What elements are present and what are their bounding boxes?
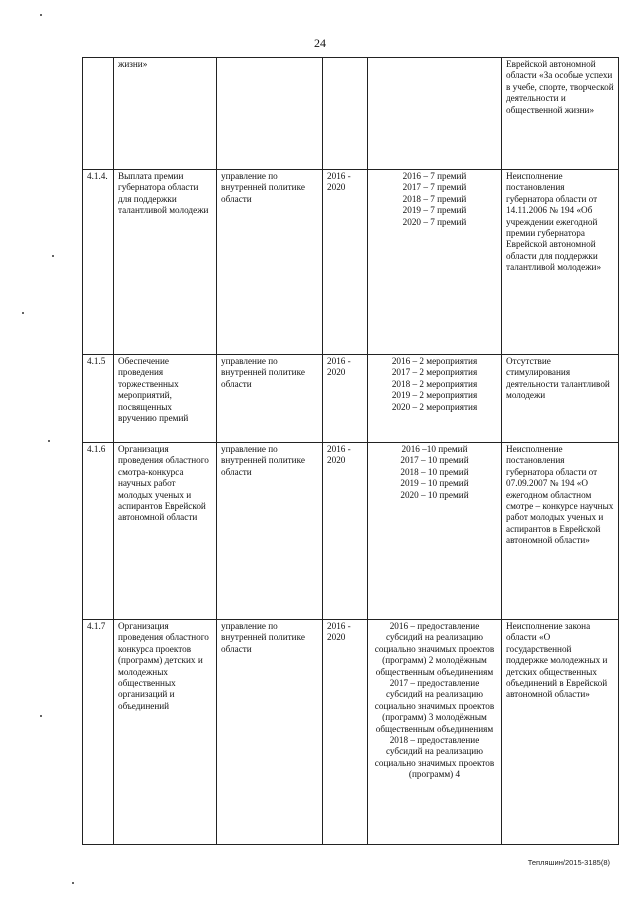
result-line: 2017 – 10 премий	[400, 455, 469, 466]
scan-speck	[40, 715, 42, 717]
result-line: 2019 – 2 мероприятия	[391, 390, 478, 401]
executor-cell	[217, 58, 323, 170]
scan-speck	[72, 882, 74, 884]
result-line: 2020 – 7 премий	[402, 216, 467, 227]
scan-speck	[22, 312, 24, 314]
consequence-cell: Неисполнение закона области «О государственной поддержке молодежных и детских общественных объединений в Еврейской автономной области»	[502, 620, 619, 845]
measure-name-cell: Обеспечение проведения торжественных мероприятий, посвященных вручению премий	[114, 355, 217, 443]
row-number-cell	[83, 58, 114, 170]
period-cell	[323, 58, 368, 170]
measure-name-cell: жизни»	[114, 58, 217, 170]
table-row	[83, 58, 619, 170]
measure-name-cell: Выплата премии губернатора области для поддержки талантливой молодежи	[114, 170, 217, 355]
scan-speck	[48, 440, 50, 442]
result-line: 2019 – 7 премий	[402, 205, 467, 216]
document-registration-code: Тепляшин/2015-3185(8)	[527, 858, 610, 867]
period-cell: 2016 - 2020	[323, 443, 368, 620]
row-number-cell: 4.1.4.	[83, 170, 114, 355]
measure-name-cell: Организация проведения областного смотра-конкурса научных работ молодых ученых и аспирантов Еврейской автономной области	[114, 443, 217, 620]
results-cell	[368, 620, 502, 845]
result-line: 2017 – 7 премий	[402, 182, 467, 193]
program-measures-table	[82, 57, 619, 845]
result-line: 2018 – 10 премий	[400, 466, 469, 477]
results-cell	[368, 355, 502, 443]
result-line: 2019 – 10 премий	[400, 478, 469, 489]
executor-cell: управление по внутренней политике области	[217, 620, 323, 845]
consequence-cell: Неисполнение постановления губернатора области от 07.09.2007 № 194 «О ежегодном областном смотре – конкурсе научных работ молодых ученых и аспирантов в Еврейской автономной области»	[502, 443, 619, 620]
result-line: 2018 – 2 мероприятия	[391, 378, 478, 389]
table-row	[83, 355, 619, 443]
table-row	[83, 443, 619, 620]
result-line: 2017 – 2 мероприятия	[391, 367, 478, 378]
period-cell: 2016 - 2020	[323, 620, 368, 845]
row-number-cell: 4.1.6	[83, 443, 114, 620]
measure-name-cell: Организация проведения областного конкурса проектов (программ) детских и молодежных общественных организаций и объединений	[114, 620, 217, 845]
executor-cell: управление по внутренней политике области	[217, 355, 323, 443]
executor-cell: управление по внутренней политике области	[217, 170, 323, 355]
result-line: 2020 – 2 мероприятия	[391, 401, 478, 412]
results-cell	[368, 443, 502, 620]
result-line: 2016 – 7 премий	[402, 171, 467, 181]
consequence-cell: Отсутствие стимулирования деятельности талантливой молодежи	[502, 355, 619, 443]
result-line: 2017 – предоставление субсидий на реализацию социально значимых проектов (программ) 3 молодёжным общественным объединениям	[374, 678, 495, 734]
consequence-cell: Неисполнение постановления губернатора области от 14.11.2006 № 194 «Об учреждении ежегодной премии губернатора Еврейской автономной области для поддержки талантливой молодежи»	[502, 170, 619, 355]
scan-speck	[40, 14, 42, 16]
result-line: 2018 – предоставление субсидий на реализацию социально значимых проектов (программ) 4	[374, 735, 495, 780]
page-number: 24	[314, 36, 326, 50]
results-cell	[368, 58, 502, 170]
result-line: 2016 – 2 мероприятия	[391, 356, 478, 366]
table-row	[83, 170, 619, 355]
period-cell: 2016 - 2020	[323, 170, 368, 355]
result-line: 2020 – 10 премий	[400, 489, 469, 500]
consequence-cell: Еврейской автономной области «За особые успехи в учебе, спорте, творческой деятельности и общественной жизни»	[502, 58, 619, 170]
row-number-cell: 4.1.7	[83, 620, 114, 845]
row-number-cell: 4.1.5	[83, 355, 114, 443]
results-cell	[368, 170, 502, 355]
scan-speck	[52, 255, 54, 257]
result-line: 2016 – предоставление субсидий на реализацию социально значимых проектов (программ) 2 молодёжным общественным объединениям	[374, 621, 495, 677]
result-line: 2018 – 7 премий	[402, 193, 467, 204]
period-cell: 2016 - 2020	[323, 355, 368, 443]
table-row	[83, 620, 619, 845]
result-line: 2016 –10 премий	[401, 444, 468, 454]
executor-cell: управление по внутренней политике области	[217, 443, 323, 620]
